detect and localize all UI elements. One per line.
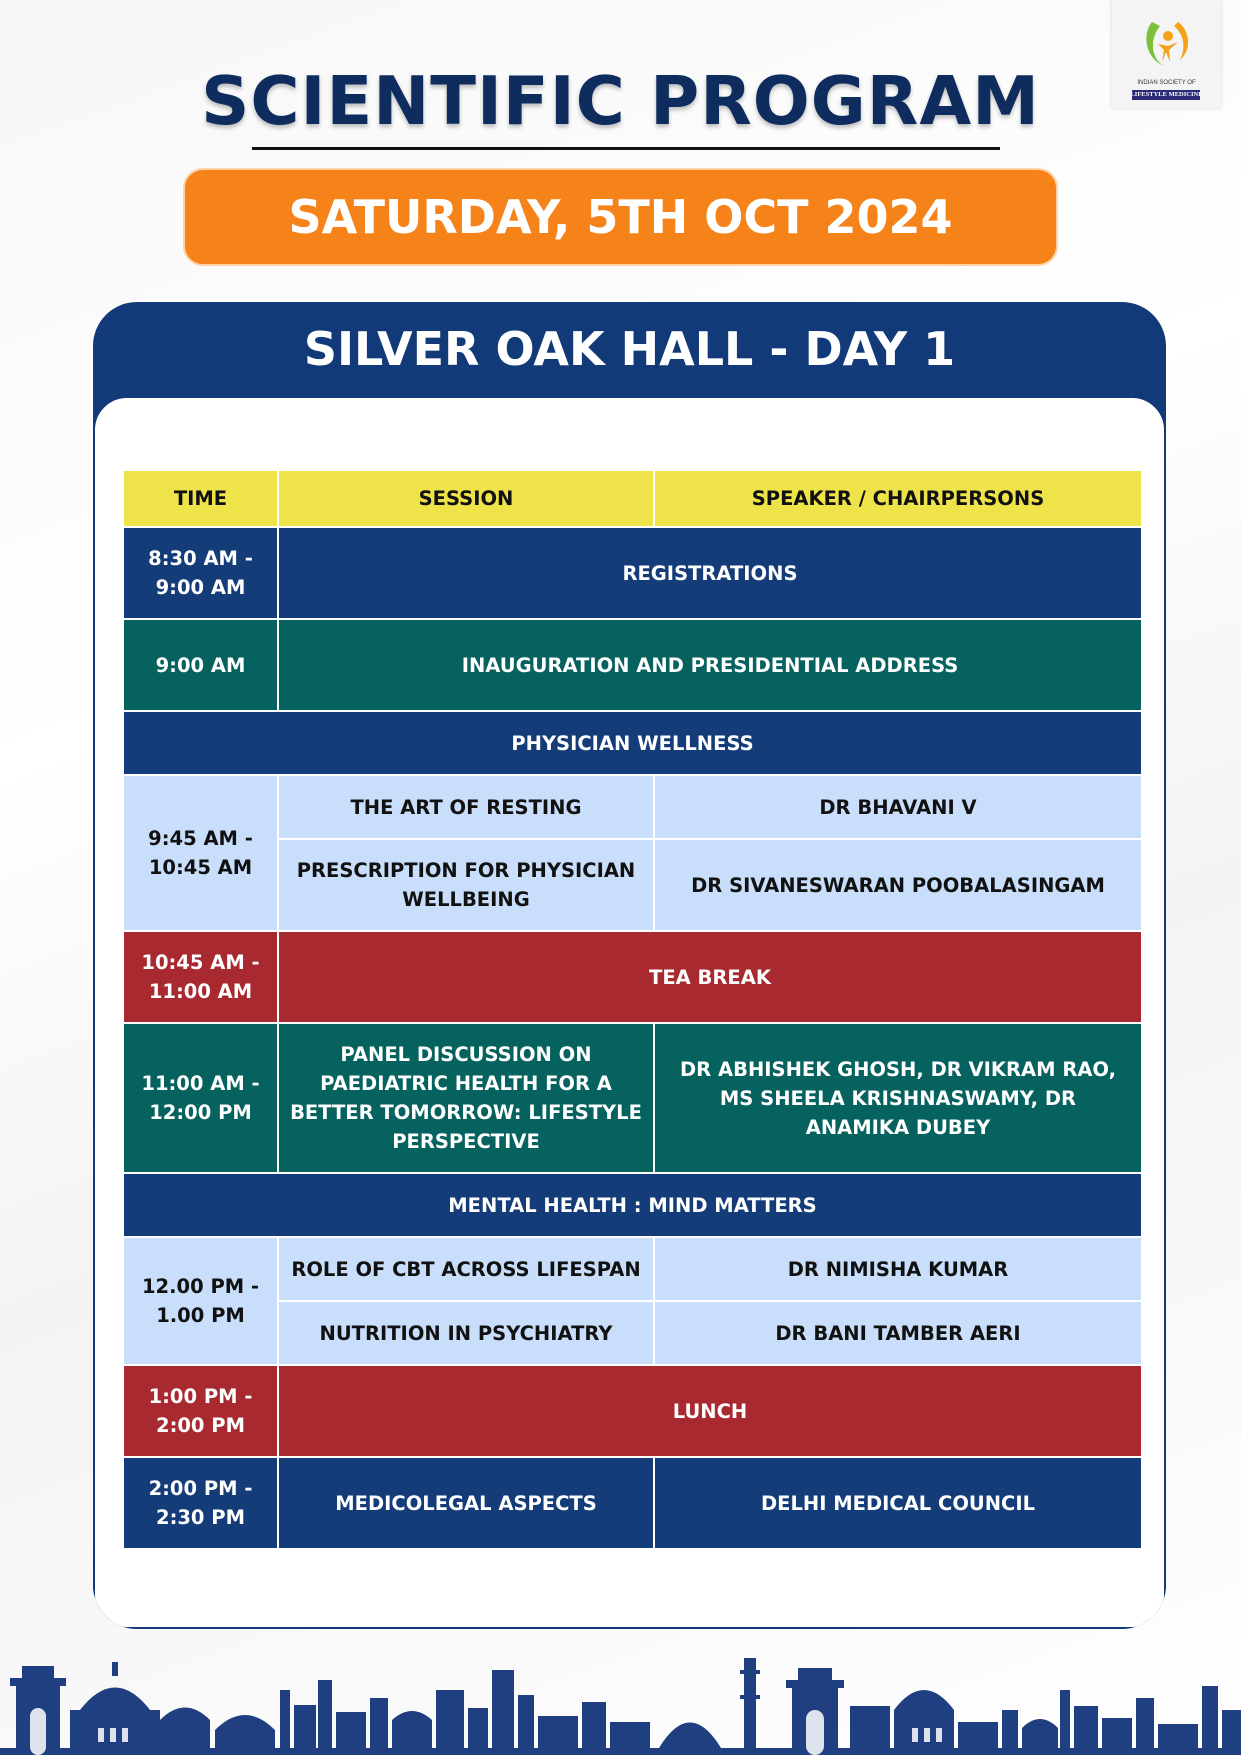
section-title: MENTAL HEALTH : MIND MATTERS (123, 1173, 1142, 1237)
time-cell: 11:00 AM - 12:00 PM (123, 1023, 278, 1173)
session-cell: INAUGURATION AND PRESIDENTIAL ADDRESS (278, 619, 1142, 711)
speaker-cell: DR ABHISHEK GHOSH, DR VIKRAM RAO, MS SHEELA KRISHNASWAMY, DR ANAMIKA DUBEY (654, 1023, 1142, 1173)
session-cell: ROLE OF CBT ACROSS LIFESPAN (278, 1237, 654, 1301)
table-row (123, 1365, 1142, 1457)
table-row (123, 1237, 1142, 1301)
time-cell: 9:00 AM (123, 619, 278, 711)
table-row (123, 1457, 1142, 1549)
session-cell: REGISTRATIONS (278, 527, 1142, 619)
time-cell: 12.00 PM - 1.00 PM (123, 1237, 278, 1365)
session-cell: THE ART OF RESTING (278, 775, 654, 839)
time-cell: 8:30 AM - 9:00 AM (123, 527, 278, 619)
time-cell: 10:45 AM - 11:00 AM (123, 931, 278, 1023)
table-row (123, 619, 1142, 711)
session-cell: TEA BREAK (278, 931, 1142, 1023)
speaker-cell: DR BHAVANI V (654, 775, 1142, 839)
page-title: SCIENTIFIC PROGRAM (201, 62, 1040, 140)
session-cell: MEDICOLEGAL ASPECTS (278, 1457, 654, 1549)
date-text: SATURDAY, 5TH OCT 2024 (288, 190, 953, 244)
table-row (123, 1023, 1142, 1173)
hall-panel (93, 302, 1166, 1629)
session-cell: PRESCRIPTION FOR PHYSICIAN WELLBEING (278, 839, 654, 931)
section-header-row (123, 711, 1142, 775)
header-time: TIME (123, 470, 278, 527)
header-speaker: SPEAKER / CHAIRPERSONS (654, 470, 1142, 527)
session-cell: LUNCH (278, 1365, 1142, 1457)
table-row (123, 527, 1142, 619)
time-cell: 1:00 PM - 2:00 PM (123, 1365, 278, 1457)
speaker-cell: DELHI MEDICAL COUNCIL (654, 1457, 1142, 1549)
table-header-row (123, 470, 1142, 527)
session-cell: PANEL DISCUSSION ON PAEDIATRIC HEALTH FOR A BETTER TOMORROW: LIFESTYLE PERSPECTIVE (278, 1023, 654, 1173)
section-title: PHYSICIAN WELLNESS (123, 711, 1142, 775)
hall-title: SILVER OAK HALL - DAY 1 (303, 322, 956, 376)
session-cell: NUTRITION IN PSYCHIATRY (278, 1301, 654, 1365)
schedule-card (93, 396, 1166, 1629)
speaker-cell: DR SIVANESWARAN POOBALASINGAM (654, 839, 1142, 931)
section-header-row (123, 1173, 1142, 1237)
speaker-cell: DR NIMISHA KUMAR (654, 1237, 1142, 1301)
logo-text-line2: LIFESTYLE MEDICINE (1130, 91, 1203, 98)
city-skyline-footer (0, 1650, 1241, 1755)
time-cell: 9:45 AM - 10:45 AM (123, 775, 278, 931)
date-banner (183, 168, 1058, 266)
table-row (123, 775, 1142, 839)
logo-text-line1: INDIAN SOCIETY OF (1137, 80, 1196, 86)
table-row (123, 931, 1142, 1023)
schedule-table (122, 469, 1143, 1550)
time-cell: 2:00 PM - 2:30 PM (123, 1457, 278, 1549)
title-underline (252, 147, 1000, 150)
speaker-cell: DR BANI TAMBER AERI (654, 1301, 1142, 1365)
header-session: SESSION (278, 470, 654, 527)
